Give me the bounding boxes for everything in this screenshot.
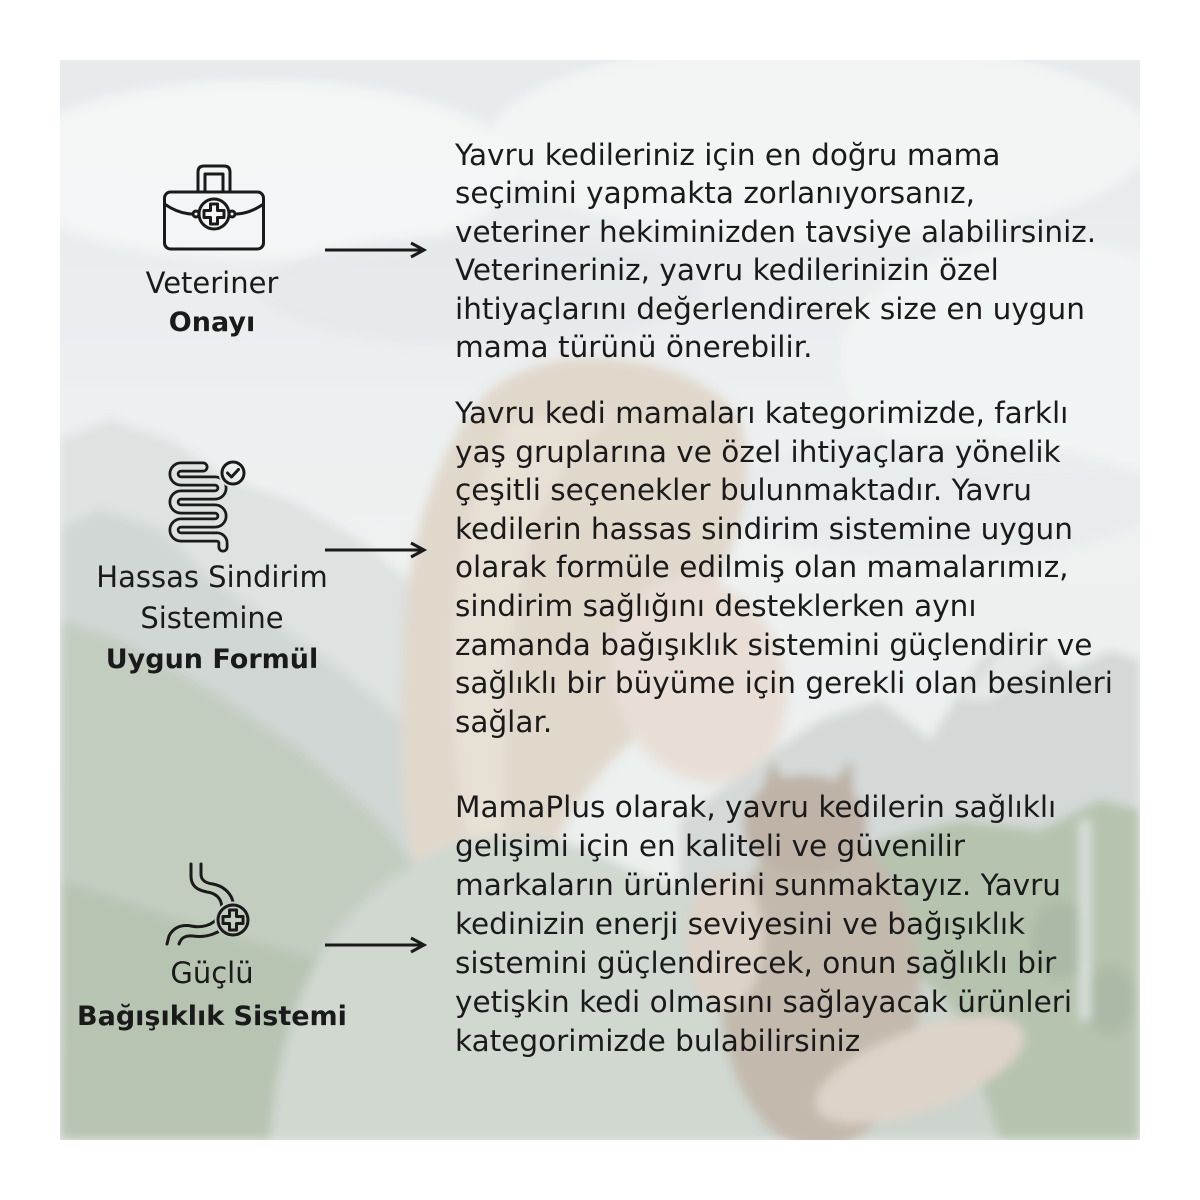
label-immune-system	[62, 951, 362, 1039]
paragraph-veterinary	[455, 136, 1096, 366]
intestine-check-icon	[163, 459, 247, 553]
paragraph-line: seçimini yapmakta zorlanıyorsanız,	[455, 176, 975, 211]
paragraph-line: kedilerin hassas sindirim sistemine uygun	[455, 511, 1073, 546]
label-line: Güçlü	[170, 956, 254, 990]
paragraph-line: yaş gruplarına ve özel ihtiyaçlara yönelik	[455, 434, 1061, 469]
paragraph-line: Veterineriniz, yavru kedilerinizin özel	[455, 253, 999, 288]
paragraph-digestive	[455, 394, 1113, 741]
paragraph-line: gelişimi için en kaliteli ve güvenilir	[455, 829, 965, 863]
arrow-right-icon	[323, 933, 429, 957]
paragraph-line: olarak formüle edilmiş olan mamalarımız,	[455, 550, 1069, 585]
paragraph-line: sindirim sağlığını desteklerken aynı	[455, 588, 977, 623]
paragraph-line: ihtiyaçlarını değerlendirerek size en uygun	[455, 291, 1085, 326]
arrow-right-icon	[323, 238, 429, 262]
label-line: Veteriner	[145, 266, 279, 300]
label-bold: Onayı	[168, 307, 256, 338]
label-bold: Uygun Formül	[105, 644, 319, 675]
paragraph-line: kategorimizde bulabilirsiniz	[455, 1024, 861, 1058]
first-aid-kit-icon	[162, 162, 266, 252]
paragraph-line: Yavru kedi mamaları kategorimizde, farklı	[455, 396, 1069, 430]
paragraph-line: markaların ürünlerini sunmaktayız. Yavru	[455, 868, 1061, 902]
stomach-plus-icon	[163, 862, 257, 946]
label-line: Sistemine	[140, 601, 284, 635]
label-veterinary-approval	[62, 263, 362, 343]
label-line: Hassas Sindirim	[96, 560, 328, 594]
paragraph-line: kedinizin enerji seviyesini ve bağışıklık	[455, 907, 1026, 941]
label-bold: Bağışıklık Sistemi	[77, 1001, 347, 1032]
arrow-right-icon	[323, 538, 429, 562]
paragraph-line: yetişkin kedi olmasını sağlayacak ürünleri	[455, 985, 1073, 1019]
paragraph-line: Yavru kedileriniz için en doğru mama	[455, 138, 1001, 172]
paragraph-line: veteriner hekiminizden tavsiye alabilirsiniz.	[455, 214, 1097, 249]
paragraph-line: mama türünü önerebilir.	[455, 330, 813, 365]
paragraph-line: zamanda bağışıklık sistemini güçlendirir ve	[455, 627, 1093, 662]
paragraph-line: sağlıklı bir büyüme için gerekli olan besinleri	[455, 666, 1113, 701]
paragraph-line: sistemini güçlendirecek, onun sağlıklı bir	[455, 946, 1057, 980]
label-digestive-formula	[62, 557, 362, 680]
paragraph-immune	[455, 788, 1072, 1061]
paragraph-line: MamaPlus olarak, yavru kedilerin sağlıklı	[455, 790, 1057, 824]
paragraph-line: sağlar.	[455, 704, 553, 739]
paragraph-line: çeşitli seçenekler bulunmaktadır. Yavru	[455, 473, 1032, 508]
